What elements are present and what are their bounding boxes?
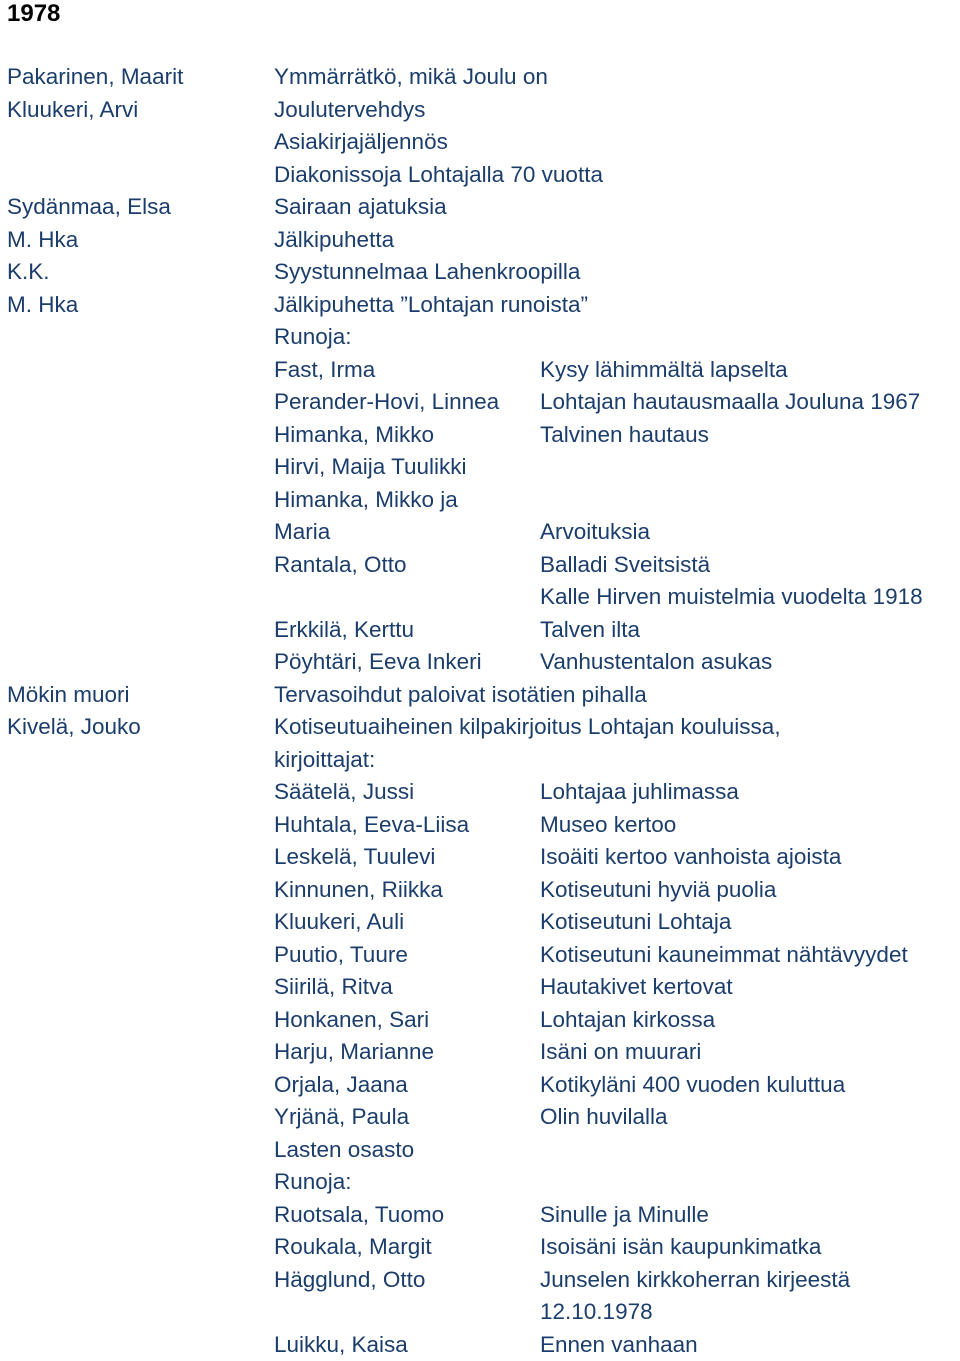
title-text: Hautakivet kertovat (540, 974, 733, 999)
author-name: M. Hka (7, 291, 79, 317)
author-name: Kivelä, Jouko (7, 714, 141, 739)
list-item (0, 1101, 960, 1133)
list-item (0, 1296, 960, 1328)
entry-text: Siirilä, Ritva (274, 974, 393, 999)
title-text: Arvoituksia (540, 519, 651, 544)
list-item (0, 419, 960, 451)
list-item (0, 484, 960, 516)
entry-text: Syystunnelmaa Lahenkroopilla (274, 259, 581, 284)
list-item (0, 549, 960, 581)
author-name: K.K. (7, 259, 50, 284)
list-item (0, 1134, 960, 1166)
title-text: 12.10.1978 (540, 1299, 653, 1324)
list-item (0, 224, 960, 256)
entry-text: Orjala, Jaana (274, 1071, 408, 1097)
author-name: Sydänmaa, Elsa (7, 194, 171, 219)
list-item (0, 1264, 960, 1296)
list-item (0, 971, 960, 1003)
list-item (0, 1069, 960, 1101)
list-item (0, 191, 960, 223)
entry-text: Maria (274, 519, 331, 544)
list-item (0, 1231, 960, 1263)
title-text: Lohtajan hautausmaalla Jouluna 1967 (540, 389, 921, 414)
author-name: Pakarinen, Maarit (7, 64, 184, 89)
list-item (0, 321, 960, 353)
list-item (0, 61, 960, 93)
list-item (0, 906, 960, 938)
year-heading: 1978 (7, 0, 61, 27)
list-item (0, 711, 960, 743)
title-text: Ennen vanhaan (540, 1331, 698, 1357)
title-text: Talvinen hautaus (540, 421, 709, 447)
list-item (0, 159, 960, 191)
entry-text: Harju, Marianne (274, 1039, 435, 1064)
list-item (0, 1004, 960, 1036)
entry-text: Runoja: (274, 324, 352, 349)
title-text: Junselen kirkkoherran kirjeestä (540, 1266, 851, 1292)
title-text: Kotikyläni 400 vuoden kuluttua (540, 1071, 846, 1097)
entry-text: Kotiseutuaiheinen kilpakirjoitus Lohtajan kouluissa, (274, 714, 781, 739)
entry-text: Huhtala, Eeva-Liisa (274, 811, 470, 837)
entry-text: Himanka, Mikko ja (274, 486, 458, 512)
entry-text: Lasten osasto (274, 1136, 415, 1162)
list-item (0, 1036, 960, 1068)
title-text: Isoäiti kertoo vanhoista ajoista (540, 844, 842, 869)
title-text: Kotiseutuni hyviä puolia (540, 876, 777, 902)
entry-text: Fast, Irma (274, 356, 376, 382)
entry-text: Pöyhtäri, Eeva Inkeri (274, 649, 482, 674)
title-text: Kysy lähimmältä lapselta (540, 356, 788, 382)
list-item (0, 1199, 960, 1231)
list-item (0, 776, 960, 808)
list-item (0, 451, 960, 483)
entry-text: Leskelä, Tuulevi (274, 844, 436, 869)
author-name: Kluukeri, Arvi (7, 96, 139, 122)
list-item (0, 1329, 960, 1361)
list-item (0, 289, 960, 321)
author-name: M. Hka (7, 226, 79, 252)
list-item (0, 874, 960, 906)
list-item (0, 939, 960, 971)
entry-text: Ymmärrätkö, mikä Joulu on (274, 64, 548, 89)
title-text: Kotiseutuni Lohtaja (540, 909, 732, 934)
entry-text: Sairaan ajatuksia (274, 194, 447, 219)
entry-text: Ruotsala, Tuomo (274, 1201, 445, 1227)
title-text: Isäni on muurari (540, 1039, 702, 1064)
list-item (0, 94, 960, 126)
entry-text: Rantala, Otto (274, 551, 407, 577)
title-text: Sinulle ja Minulle (540, 1201, 709, 1227)
list-item (0, 126, 960, 158)
entry-text: Erkkilä, Kerttu (274, 616, 415, 642)
title-text: Vanhustentalon asukas (540, 649, 773, 674)
entry-text: Luikku, Kaisa (274, 1331, 408, 1357)
list-item (0, 744, 960, 776)
entry-text: Puutio, Tuure (274, 941, 408, 967)
entry-text: Säätelä, Jussi (274, 779, 415, 804)
entry-text: Kinnunen, Riikka (274, 876, 443, 902)
list-item (0, 516, 960, 548)
entry-text: Asiakirjajäljennös (274, 129, 448, 154)
list-item (0, 1166, 960, 1198)
entry-text: Roukala, Margit (274, 1234, 432, 1259)
title-text: Museo kertoo (540, 811, 677, 837)
entry-text: kirjoittajat: (274, 746, 376, 772)
list-item (0, 614, 960, 646)
entry-text: Kluukeri, Auli (274, 909, 405, 934)
entry-text: Perander-Hovi, Linnea (274, 389, 500, 414)
entry-text: Hägglund, Otto (274, 1266, 426, 1292)
title-text: Olin huvilalla (540, 1104, 668, 1129)
list-item (0, 679, 960, 711)
entry-text: Himanka, Mikko (274, 421, 435, 447)
entry-text: Hirvi, Maija Tuulikki (274, 454, 467, 479)
title-text: Balladi Sveitsistä (540, 551, 711, 577)
list-item (0, 841, 960, 873)
entry-text: Diakonissoja Lohtajalla 70 vuotta (274, 161, 603, 187)
list-item (0, 809, 960, 841)
entry-text: Joulutervehdys (274, 96, 426, 122)
title-text: Lohtajan kirkossa (540, 1006, 716, 1032)
title-text: Isoisäni isän kaupunkimatka (540, 1234, 822, 1259)
entry-text: Jälkipuhetta ”Lohtajan runoista” (274, 291, 588, 317)
list-item (0, 646, 960, 678)
title-text: Kalle Hirven muistelmia vuodelta 1918 (540, 584, 923, 609)
list-item (0, 386, 960, 418)
entry-text: Tervasoihdut paloivat isotätien pihalla (274, 681, 647, 707)
entry-text: Honkanen, Sari (274, 1006, 430, 1032)
author-name: Mökin muori (7, 681, 130, 707)
title-text: Talven ilta (540, 616, 641, 642)
title-text: Lohtajaa juhlimassa (540, 779, 739, 804)
list-item (0, 256, 960, 288)
entry-text: Jälkipuhetta (274, 226, 395, 252)
entry-text: Yrjänä, Paula (274, 1104, 410, 1129)
list-item (0, 354, 960, 386)
title-text: Kotiseutuni kauneimmat nähtävyydet (540, 941, 908, 967)
entry-text: Runoja: (274, 1169, 352, 1194)
list-item (0, 581, 960, 613)
